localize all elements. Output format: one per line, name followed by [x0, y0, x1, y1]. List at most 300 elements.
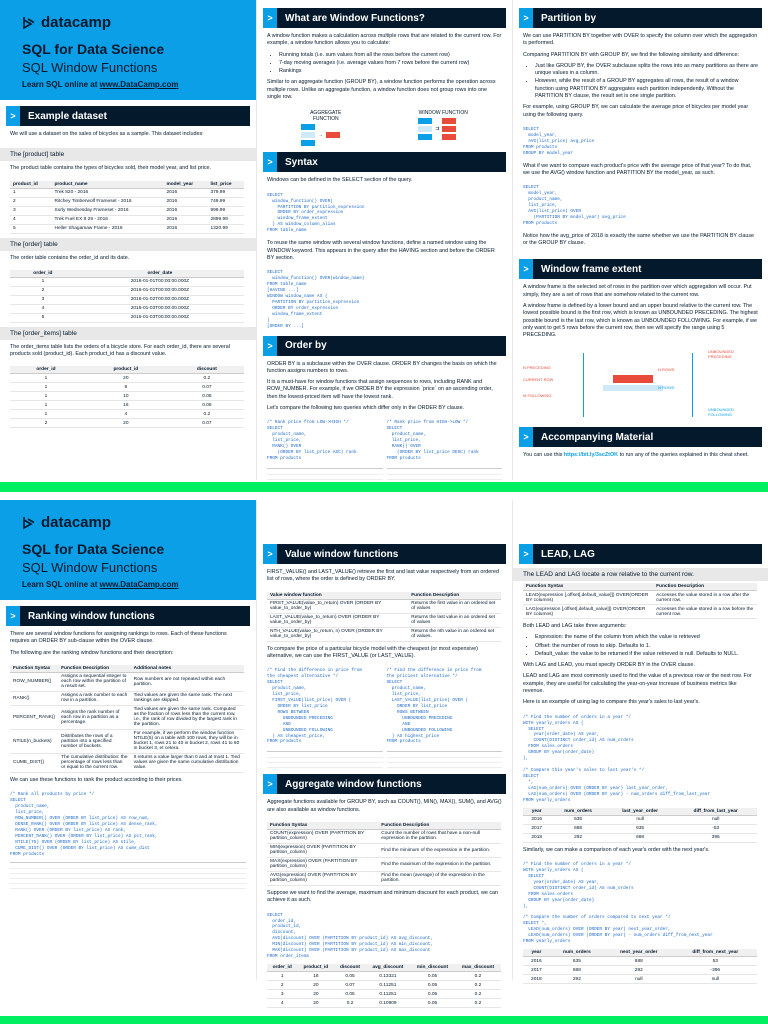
- section-what-are-window-functions: [263, 8, 506, 28]
- chevron-right-icon: >: [263, 336, 277, 356]
- table-header-cell: Additional notes: [131, 665, 244, 673]
- table-header-cell: Function Description: [653, 583, 757, 591]
- aggregate-function-label: AGGREGATE FUNCTION: [310, 110, 342, 123]
- table-cell: Count the number of rows that have a non-null expression in the partition.: [378, 829, 501, 843]
- table-cell: Find the minimum of the expression in the partition.: [378, 843, 501, 857]
- order-items-table-desc: The order_items table lists the orders of a bicycle store. For each order_id, there are several products sold (product_id). Each product_id has a discount value.: [10, 343, 230, 358]
- table-row: [523, 975, 757, 984]
- table-cell: 0.2: [455, 981, 501, 990]
- partition-paragraph-3: For example, using GROUP BY, we can calculate the average price of bicycles per model year using the following query.: [523, 104, 749, 118]
- table-cell: 0.11251: [366, 990, 410, 999]
- table-cell: 2899.99: [207, 215, 244, 224]
- table-header-cell: discount: [170, 366, 244, 374]
- table-cell: 0.07: [170, 419, 244, 428]
- table-row: [267, 829, 501, 843]
- frame-paragraph-1: A window frame is the selected set of rows in the partition over which aggregation will occur. Put simply, they are a set of rows that are somehow related to the current row.: [523, 284, 752, 298]
- lead-paragraph-5: Similarly, we can make a comparison of each year's order with the next year's.: [523, 846, 710, 853]
- table-cell: 2016: [523, 815, 550, 824]
- brand-header: [0, 500, 256, 600]
- page-divider: [0, 482, 768, 492]
- table-cell: FIRST_VALUE(value_to_return) OVER (ORDER BY value_to_order_by): [267, 599, 408, 613]
- window-function-label: WINDOW FUNCTION: [418, 110, 468, 117]
- partition-paragraph-2: Comparing PARTITION BY with GROUP BY, we find the following similarity and difference:: [523, 51, 740, 58]
- table-header-cell: diff_from_last_year: [674, 808, 757, 816]
- chevron-right-icon: >: [263, 774, 277, 794]
- table-cell: 3: [267, 990, 297, 999]
- product-table: [10, 181, 244, 234]
- table-header-cell: min_discount: [410, 964, 455, 972]
- table-cell: COUNT(expression) OVER (PARTITION BY partition_column): [267, 829, 378, 843]
- table-row: [10, 401, 244, 410]
- list-item: • Running totals (i.e. sum values from all the rows before the current row): [279, 52, 502, 59]
- table-header-cell: order_date: [76, 270, 244, 278]
- material-suffix: to run any of the queries explained in this cheat sheet.: [618, 452, 749, 459]
- table-row: [267, 627, 501, 641]
- table-cell: 4: [10, 304, 76, 313]
- page2-column-2: [256, 500, 512, 1006]
- table-cell: 0.05: [410, 981, 455, 990]
- value-code-first: /* Find the difference in price from the cheapest alternative */ SELECT product_name, list_price, FIRST_VALUE(list_price) OVER ( ORDER BY list_price ROWS BETWEEN UNBOUNDED PRECEDING AND UNBOUNDED FOLLOWING ) AS cheapest_price, FROM products: [267, 668, 362, 745]
- example-intro: We will use a dataset on the sales of bicycles as a sample. This dataset includes:: [10, 131, 204, 137]
- orderby-paragraph-3: Let's compare the following two queries which differ only in the ORDER BY clause.: [267, 404, 465, 411]
- partition-code-2: SELECT model_year, product_name, list_price, AVG(list_price) OVER (PARTITION BY model_year) avg_price FROM products: [523, 185, 626, 226]
- table-cell: 2016: [163, 188, 207, 197]
- table-cell: 2016-01-01T00:00:00.000Z: [76, 286, 244, 295]
- table-row: [10, 419, 244, 428]
- table-row: [267, 599, 501, 613]
- section-title: Value window functions: [285, 548, 399, 560]
- chevron-right-icon: >: [519, 259, 533, 279]
- table-row: [523, 605, 757, 619]
- table-row: [10, 286, 244, 295]
- table-cell: Find the mean (average) of the expression in the partition.: [378, 871, 501, 885]
- lead-code: /* Find the number of orders in a year */ WITH yearly_orders AS ( SELECT year(order_date) AS year, COUNT(DISTINCT order_id) AS num_orders FROM sales.orders GROUP BY year(order_date) ), /* Compare the number of orders compared to next year */ SELECT *, LEAD(num_orders) OVER (ORDER BY year) next_year_order, LEAD(num_orders) OVER (ORDER BY year) - num_orders diff_from_next_year FROM yearly_orders: [523, 862, 713, 945]
- table-cell: Accesses the value stored in a row before the current row.: [653, 605, 757, 619]
- table-cell: 0.2: [455, 972, 501, 981]
- aggregate-vs-window-diagram: [267, 110, 502, 146]
- table-header-cell: year: [523, 808, 550, 816]
- orderby-code-desc: /* Rank price from HIGH->LOW */ SELECT product_name, list_price, RANK() OVER (ORDER BY list_price DESC) rank FROM products: [386, 420, 479, 461]
- list-item: • Default_value: the value to be returned if the value retrieved is null. Defaults to NULL.: [535, 651, 758, 658]
- order-table-desc: The order table contains the order_id and its date.: [10, 254, 130, 261]
- aggregate-paragraph-2: Suppose we want to find the average, maximum and minimum discount for each product, we can achieve it as such.: [267, 889, 499, 904]
- aggregate-code: SELECT order_id, product_id, discount, AVG(discount) OVER (PARTITION BY product_id) AS avg_discount, MIN(discount) OVER (PARTITION BY product_id) AS min_discount, MAX(discount) OVER (PARTITION BY product_id) AS max_discount FROM order_items: [267, 912, 433, 960]
- table-cell: Trek 820 - 2016: [52, 188, 164, 197]
- table-cell: 4: [267, 999, 297, 1008]
- table-cell: 2016-01-01T00:00:00.000Z: [76, 277, 244, 286]
- table-header-cell: product_id: [10, 181, 52, 189]
- table-row: [10, 705, 244, 729]
- table-cell: 999.99: [207, 206, 244, 215]
- section-value-window-functions: [263, 544, 506, 564]
- table-cell: 2: [10, 419, 82, 428]
- table-header-cell: diff_from_next_year: [674, 949, 757, 957]
- table-cell: 10: [82, 392, 170, 401]
- table-cell: 0.2: [170, 374, 244, 383]
- table-cell: LEAD(expression [,offset[,default_value]]) OVER(ORDER BY columns): [523, 591, 653, 605]
- section-example-dataset: [6, 106, 250, 126]
- table-cell: 1320.99: [207, 224, 244, 233]
- table-cell: -53: [674, 824, 757, 833]
- section-title: Aggregate window functions: [285, 778, 422, 790]
- table-cell: 2016: [163, 197, 207, 206]
- sheet-title: SQL for Data Science: [22, 541, 165, 557]
- section-title: Partition by: [541, 12, 597, 24]
- table-header-cell: model_year: [163, 181, 207, 189]
- learn-link[interactable]: www.DataCamp.com: [99, 580, 179, 589]
- aggregate-paragraph-1: Aggregate functions available for GROUP BY, such as COUNT(), MIN(), MAX(), SUM(), and AVG() are also available as window functions.: [267, 799, 502, 813]
- learn-prefix: Learn SQL online at: [22, 580, 100, 589]
- syntax-paragraph-2: To reuse the same window with several window functions, define a named window using the WINDOW keyword. This appears in the query after the HAVING section and before the ORDER BY section.: [267, 240, 495, 261]
- lead-lag-intro: The LEAD and LAG locate a row relative to the current row.: [513, 568, 768, 581]
- table-cell: Assigns a sequential integer to each row within the partition of a result set.: [58, 672, 131, 691]
- table-cell: 20: [82, 419, 170, 428]
- table-cell: RANK(): [10, 691, 58, 705]
- table-cell: 2016: [163, 224, 207, 233]
- table-cell: 1: [10, 277, 76, 286]
- value-functions-table: [267, 592, 501, 642]
- table-cell: -396: [674, 966, 757, 975]
- syntax-code-2: SELECT window_function() OVER(window_name) FROM table_name [HAVING ...] WINDOW window_name AS ( PARTITION BY partition_expression ORDER BY order_expression window_frame_extent ) [ORDER BY ...]: [267, 270, 365, 329]
- chevron-right-icon: >: [6, 606, 20, 626]
- table-row: [10, 729, 244, 753]
- table-header-cell: list_price: [207, 181, 244, 189]
- table-header-cell: order_id: [10, 270, 76, 278]
- table-row: [10, 215, 244, 224]
- table-cell: 2017: [523, 966, 550, 975]
- lead-paragraph-3: LEAD and LAG are most commonly used to find the value of a previous row or the next row. For example, they are useful for calculating the year-on-year increase of business metrics like revenue.: [523, 673, 752, 695]
- page1-column-3: [512, 0, 768, 480]
- table-cell: Assigns the rank number of each row in a partition as a percentage.: [58, 705, 131, 729]
- table-cell: Ritchey Timberwolf Frameset - 2016: [52, 197, 164, 206]
- partition-paragraph-5: Notice how the avg_price of 2018 is exactly the same whether we use the PARTITION BY clause or the GROUP BY clause.: [523, 232, 755, 247]
- list-item: • Expression: the name of the column from which the value is retrieved: [535, 634, 758, 641]
- table-cell: 0.11251: [366, 981, 410, 990]
- table-row: [267, 990, 501, 999]
- learn-link[interactable]: www.DataCamp.com: [99, 80, 179, 89]
- section-lead-lag: [519, 544, 762, 564]
- table-cell: The cumulative distribution: the percentage of rows less than or equal to the current row.: [58, 753, 131, 772]
- lead-paragraph-4: Here is an example of using lag to compare this year's sales to last year's.: [523, 699, 700, 706]
- section-title: Syntax: [285, 156, 318, 168]
- table-cell: 0.10909: [366, 999, 410, 1008]
- table-row: [10, 197, 244, 206]
- table-cell: MAX(expression) OVER (PARTITION BY partition_column): [267, 857, 378, 871]
- table-cell: NTILE(n_buckets): [10, 729, 58, 753]
- table-cell: null: [674, 975, 757, 984]
- table-cell: 2: [267, 981, 297, 990]
- list-item: • Rankings: [279, 68, 502, 75]
- table-cell: Trek Fuel EX 8 29 - 2016: [52, 215, 164, 224]
- table-row: [10, 410, 244, 419]
- table-header-cell: Value window function: [267, 592, 408, 600]
- table-header-cell: discount: [334, 964, 365, 972]
- chevron-right-icon: >: [519, 427, 533, 447]
- learn-line: [22, 580, 234, 589]
- table-cell: 635: [606, 824, 675, 833]
- product-table-title: The [product] table: [0, 148, 256, 161]
- table-row: [10, 383, 244, 392]
- table-cell: 2: [10, 286, 76, 295]
- list-item: • 7-day moving averages (i.e. average values from 7 rows before the current row): [279, 60, 502, 67]
- section-partition-by: [519, 8, 762, 28]
- table-row: [267, 981, 501, 990]
- table-header-cell: year: [523, 949, 550, 957]
- brand-header: [0, 0, 256, 100]
- list-item: • However, while the result of a GROUP BY aggregates all rows, the result of a window function using PARTITION BY aggregates each partition independently. Without the PARTITION BY clause, the result set is one single partition.: [535, 78, 758, 100]
- ranking-functions-table: [10, 665, 244, 773]
- table-cell: 1: [10, 188, 52, 197]
- list-item: • Offset: the number of rows to skip. Defaults to 1.: [535, 643, 758, 650]
- order-table: [10, 270, 244, 323]
- partition-bullet-list: [523, 63, 758, 100]
- table-header-cell: avg_discount: [366, 964, 410, 972]
- table-row: [10, 304, 244, 313]
- frame-label-current-row: CURRENT ROW: [523, 377, 554, 383]
- table-row: [10, 753, 244, 772]
- table-cell: 0.05: [410, 999, 455, 1008]
- cheat-sheet-page-1: [0, 0, 768, 480]
- table-cell: 4: [10, 215, 52, 224]
- lag-code: /* Find the number of orders in a year */ WITH yearly_orders AS ( SELECT year(order_date) AS year, COUNT(DISTINCT order_id) AS num_orders FROM sales.orders GROUP BY year(order_date) ), /* Compare this year's sales to last year's */ SELECT *, LAG(num_orders) OVER (ORDER BY year) last_year_order, LAG(num_orders) OVER (ORDER BY year) - num_orders diff_from_last_year FROM yearly_orders: [523, 714, 711, 803]
- table-cell: null: [604, 975, 674, 984]
- material-text: [523, 452, 758, 459]
- datacamp-logo-icon: [22, 16, 36, 30]
- table-cell: 635: [550, 815, 605, 824]
- table-row: [267, 999, 501, 1008]
- product-table-desc: The product table contains the types of bicycles sold, their model year, and list price.: [10, 165, 212, 172]
- table-cell: Returns the nth value in an ordered set of values.: [408, 627, 501, 641]
- table-header-cell: last_year_order: [606, 808, 675, 816]
- syntax-code-1: SELECT window_function() OVER( PARTITION BY partition_expression ORDER BY order_expression window_frame_extent ) AS window_column_alias FROM table_name: [267, 192, 365, 234]
- section-window-frame-extent: [519, 259, 762, 279]
- what-paragraph-1: A window function makes a calculation across multiple rows that are related to the current row. For example, a window function allows you to calculate:: [267, 33, 502, 47]
- page1-column-2: [256, 0, 512, 480]
- table-cell: 292: [550, 833, 605, 842]
- section-title: Ranking window functions: [28, 610, 155, 622]
- material-link[interactable]: https://bit.ly/3scZtOK: [563, 452, 619, 459]
- table-header-cell: Function Syntax: [267, 822, 378, 830]
- aggregate-functions-table: [267, 822, 501, 886]
- table-cell: Accesses the value stored in a row after the current row.: [653, 591, 757, 605]
- table-cell: 0.05: [170, 401, 244, 410]
- section-title: Accompanying Material: [541, 431, 654, 443]
- table-cell: 292: [604, 966, 674, 975]
- table-header-cell: num_orders: [550, 949, 604, 957]
- table-header-cell: Function Syntax: [10, 665, 58, 673]
- table-header-cell: order_id: [267, 964, 297, 972]
- chevron-right-icon: >: [519, 8, 533, 28]
- order-items-table: [10, 366, 244, 428]
- table-cell: 688: [550, 966, 604, 975]
- table-cell: 688: [550, 824, 605, 833]
- table-header-cell: num_orders: [550, 808, 605, 816]
- section-order-by: [263, 336, 506, 356]
- table-cell: AVG(expression) OVER (PARTITION BY partition_column): [267, 871, 378, 885]
- table-cell: 0.13321: [366, 972, 410, 981]
- table-cell: 3: [10, 206, 52, 215]
- table-cell: 0.07: [334, 981, 365, 990]
- frame-label-unbounded-preceding: UNBOUNDED PRECEDING: [708, 349, 734, 360]
- table-cell: 20: [297, 990, 334, 999]
- table-row: [523, 833, 757, 842]
- table-cell: ROW_NUMBER(): [10, 672, 58, 691]
- table-header-cell: product_id: [297, 964, 334, 972]
- table-cell: 53: [674, 957, 757, 966]
- datacamp-logo-icon: [22, 516, 36, 530]
- what-paragraph-2: Similar to an aggregate function (GROUP BY), a window function performs the operation across multiple rows. Unlike an aggregate function, a window function does not group rows into one single row.: [267, 79, 496, 101]
- table-cell: 2018: [523, 833, 550, 842]
- section-title: Order by: [285, 340, 327, 351]
- frame-label-n-rows-down: N ROWS: [658, 385, 675, 391]
- table-row: [267, 613, 501, 627]
- table-cell: 4: [82, 410, 170, 419]
- datacamp-logo[interactable]: [22, 514, 234, 531]
- table-cell: 2016: [523, 957, 550, 966]
- table-header-cell: Function Description: [378, 822, 501, 830]
- learn-line: [22, 80, 234, 89]
- table-cell: 688: [604, 957, 674, 966]
- lead-paragraph-2: With LAG and LEAD, you must specify ORDER BY in the OVER clause.: [523, 662, 695, 669]
- table-cell: PERCENT_RANK(): [10, 705, 58, 729]
- table-cell: 0.05: [410, 972, 455, 981]
- syntax-paragraph-1: Windows can be defined in the SELECT section of the query.: [267, 177, 413, 184]
- table-header-cell: Function Description: [408, 592, 501, 600]
- table-cell: 20: [297, 981, 334, 990]
- table-row: [10, 313, 244, 322]
- table-cell: NTH_VALUE(value_to_return, n) OVER (ORDER BY value_to_order_by): [267, 627, 408, 641]
- page-bottom-band: [0, 1016, 768, 1024]
- chevron-right-icon: >: [263, 152, 277, 172]
- sheet-subtitle: SQL Window Functions: [22, 560, 158, 575]
- page2-column-3: [512, 500, 768, 980]
- table-cell: Returns the first value in an ordered set of values: [408, 599, 501, 613]
- table-cell: 1: [10, 392, 82, 401]
- value-result-previews: [267, 751, 502, 768]
- table-row: [10, 295, 244, 304]
- table-cell: 3: [10, 295, 76, 304]
- arrow-icon: →: [317, 132, 323, 139]
- table-row: [523, 957, 757, 966]
- section-ranking-window-functions: [6, 606, 250, 626]
- ranking-paragraph-2: The following are the ranking window functions and their description:: [10, 649, 174, 656]
- table-row: [267, 843, 501, 857]
- table-cell: Distributes the rows of a partition into a specified number of buckets.: [58, 729, 131, 753]
- frame-label-n-rows-up: N ROWS: [658, 367, 675, 373]
- sheet-title: SQL for Data Science: [22, 41, 165, 57]
- table-row: [10, 691, 244, 705]
- table-cell: 379.99: [207, 188, 244, 197]
- table-cell: null: [674, 815, 757, 824]
- table-cell: 5: [10, 224, 52, 233]
- table-cell: CUME_DIST(): [10, 753, 58, 772]
- table-cell: 20: [82, 374, 170, 383]
- frame-paragraph-2: A window frame is defined by a lower bound and an upper bound relative to the current row. The lowest possible bound is the first row, which is known as UNBOUNDED PRECEDING. The highest possible bound is the last row, which is known as UNBOUNDED FOLLOWING. For example, if we only want to get 5 rows before the current row, then we will specify the range using 5 PRECEDING.: [523, 303, 758, 339]
- table-row: [10, 374, 244, 383]
- table-cell: LAST_VALUE(value_to_return) OVER (ORDER BY value_to_order_by): [267, 613, 408, 627]
- table-row: [523, 824, 757, 833]
- value-paragraph-1: FIRST_VALUE() and LAST_VALUE() retrieve the first and last value respectively from an ordered list of rows, where the order is defined by ORDER BY.: [267, 569, 499, 583]
- table-cell: 16: [297, 972, 334, 981]
- section-aggregate-window-functions: [263, 774, 506, 794]
- sheet-subtitle: SQL Window Functions: [22, 60, 158, 75]
- logo-text: datacamp: [41, 14, 112, 31]
- partition-paragraph-1: We can use PARTITION BY together with OVER to specify the column over which the aggregation is performed.: [523, 33, 758, 47]
- table-header-cell: product_id: [82, 366, 170, 374]
- table-cell: 292: [550, 975, 604, 984]
- table-row: [10, 224, 244, 233]
- table-cell: Find the maximum of the expression in the partition.: [378, 857, 501, 871]
- table-row: [267, 857, 501, 871]
- frame-label-n-preceding: N PRECEDING: [523, 365, 551, 371]
- table-row: [267, 871, 501, 885]
- datacamp-logo[interactable]: [22, 14, 234, 31]
- chevron-right-icon: >: [263, 544, 277, 564]
- table-cell: MIN(expression) OVER (PARTITION BY partition_column): [267, 843, 378, 857]
- table-cell: 0.2: [170, 410, 244, 419]
- page2-column-1: [0, 500, 256, 980]
- table-cell: 5: [10, 313, 76, 322]
- table-cell: 2016-01-03T00:00:00.000Z: [76, 304, 244, 313]
- table-cell: 0.2: [455, 999, 501, 1008]
- ranking-paragraph-1: There are several window functions for assigning rankings to rows. Each of these functions requires an ORDER BY sub-clause within the OVER clause.: [10, 631, 227, 645]
- table-cell: Assigns a rank number to each row in a partition.: [58, 691, 131, 705]
- table-cell: 0.2: [334, 999, 365, 1008]
- table-cell: 20: [297, 999, 334, 1008]
- table-cell: Returns the last value in an ordered set of values: [408, 613, 501, 627]
- frame-label-unbounded-following: UNBOUNDED FOLLOWING: [708, 407, 734, 418]
- table-row: [10, 392, 244, 401]
- table-cell: 396: [674, 833, 757, 842]
- table-cell: LAG(expression [,offset[,default_value]]) OVER(ORDER BY columns): [523, 605, 653, 619]
- table-cell: 1: [10, 374, 82, 383]
- table-row: [523, 591, 757, 605]
- table-cell: 0.05: [334, 972, 365, 981]
- section-syntax: [263, 152, 506, 172]
- table-cell: Row numbers are not repeated within each partition.: [131, 672, 244, 691]
- table-cell: 2017: [523, 824, 550, 833]
- table-row: [523, 815, 757, 824]
- table-header-cell: max_discount: [455, 964, 501, 972]
- orderby-paragraph-2: It is a must-have for window functions that assign sequences to rows, including RANK and ROW_NUMBER. For example, if we ORDER BY the expression `price` on an ascending order, then the lowest-priced item will have the lowest rank.: [267, 379, 493, 400]
- partition-code-1: SELECT model_year, AVG(list_price) avg_price FROM products GROUP BY model_year: [523, 126, 595, 156]
- table-cell: 1: [10, 410, 82, 419]
- table-cell: 16: [82, 401, 170, 410]
- table-cell: 8: [82, 383, 170, 392]
- learn-prefix: Learn SQL online at: [22, 80, 100, 89]
- table-header-cell: Function Syntax: [523, 583, 653, 591]
- table-cell: 0.05: [410, 990, 455, 999]
- table-cell: 2016-01-03T00:00:00.000Z: [76, 313, 244, 322]
- table-cell: Tied values are given the same rank. The next rankings are skipped.: [131, 691, 244, 705]
- table-row: [10, 188, 244, 197]
- table-cell: 749.99: [207, 197, 244, 206]
- table-header-cell: Function Description: [58, 665, 131, 673]
- table-cell: 1: [10, 401, 82, 410]
- section-accompanying-material: [519, 427, 762, 447]
- cheat-sheet-page-2: [0, 500, 768, 1006]
- section-title: Window frame extent: [541, 263, 642, 275]
- section-title: Example dataset: [28, 110, 107, 122]
- table-cell: Heller Shagamaw Frame - 2016: [52, 224, 164, 233]
- table-cell: Tied values are given the same rank. Computed as the fraction of rows less than the current row, i.e., the rank of row divided by the largest rank in the partition.: [131, 705, 244, 729]
- lead-result-table: [523, 949, 757, 984]
- order-table-title: The [order] table: [0, 238, 256, 251]
- table-cell: 0.2: [455, 990, 501, 999]
- table-header-cell: order_id: [10, 366, 82, 374]
- table-cell: 2016: [163, 215, 207, 224]
- section-title: LEAD, LAG: [541, 548, 595, 560]
